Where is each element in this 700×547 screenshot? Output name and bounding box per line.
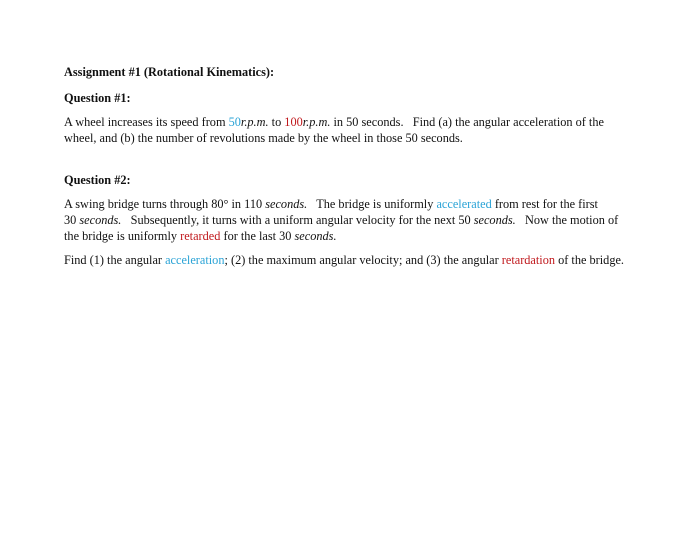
- question-2-paragraph-2: [64, 252, 654, 268]
- q2-highlight-acceleration: acceleration: [165, 253, 225, 267]
- q2-text-segment: for the last 30: [220, 229, 295, 243]
- q2-text-segment: from rest for the first: [491, 197, 598, 211]
- q2-math-seconds: seconds.: [79, 213, 122, 227]
- q1-end-speed-unit: r.p.m.: [302, 115, 331, 129]
- question-1-line-1: [64, 114, 654, 130]
- question-2-heading: Question #2:: [64, 173, 131, 187]
- q2-highlight-retarded: retarded: [180, 229, 221, 243]
- q2-text-segment: ; (2) the maximum angular velocity; and (3) the angular: [224, 253, 502, 267]
- question-1-line-2: wheel, and (b) the number of revolutions made by the wheel in those 50 seconds.: [64, 131, 463, 145]
- q2-highlight-retardation: retardation: [501, 253, 556, 267]
- q2-text-segment: of the bridge.: [555, 253, 625, 267]
- question-2-line-2: [64, 212, 654, 228]
- q1-start-speed-value: 50: [228, 115, 241, 129]
- q2-text-segment: 30: [64, 213, 80, 227]
- question-2-line-3: [64, 228, 654, 244]
- assignment-title: Assignment #1 (Rotational Kinematics):: [64, 65, 275, 79]
- question-1-heading: Question #1:: [64, 91, 131, 105]
- q2-text-segment: The bridge is uniformly: [307, 197, 437, 211]
- q1-end-speed-value: 100: [284, 115, 303, 129]
- q2-text-segment: Find (1) the angular: [64, 253, 166, 267]
- q2-highlight-accelerated: accelerated: [436, 197, 492, 211]
- q2-text-segment: Now the motion of: [515, 213, 619, 227]
- q1-text-segment: A wheel increases its speed from: [64, 115, 229, 129]
- question-1-text: [64, 114, 654, 146]
- q2-text-segment: A swing bridge turns through 80° in 110: [64, 197, 266, 211]
- q1-text-segment: to: [268, 115, 285, 129]
- q1-text-segment: in 50 seconds. Find (a) the angular acceleration of the: [330, 115, 604, 129]
- question-2-find-line: [64, 252, 654, 268]
- q2-math-seconds: seconds.: [473, 213, 516, 227]
- q2-text-segment: Subsequently, it turns with a uniform angular velocity for the next 50: [121, 213, 474, 227]
- document-page: [64, 64, 654, 276]
- q1-start-speed-unit: r.p.m.: [240, 115, 269, 129]
- question-2-line-1: [64, 196, 654, 212]
- q2-math-seconds: seconds.: [294, 229, 337, 243]
- question-2-paragraph-1: [64, 196, 654, 244]
- q2-math-seconds: seconds.: [265, 197, 308, 211]
- q2-text-segment: the bridge is uniformly: [64, 229, 181, 243]
